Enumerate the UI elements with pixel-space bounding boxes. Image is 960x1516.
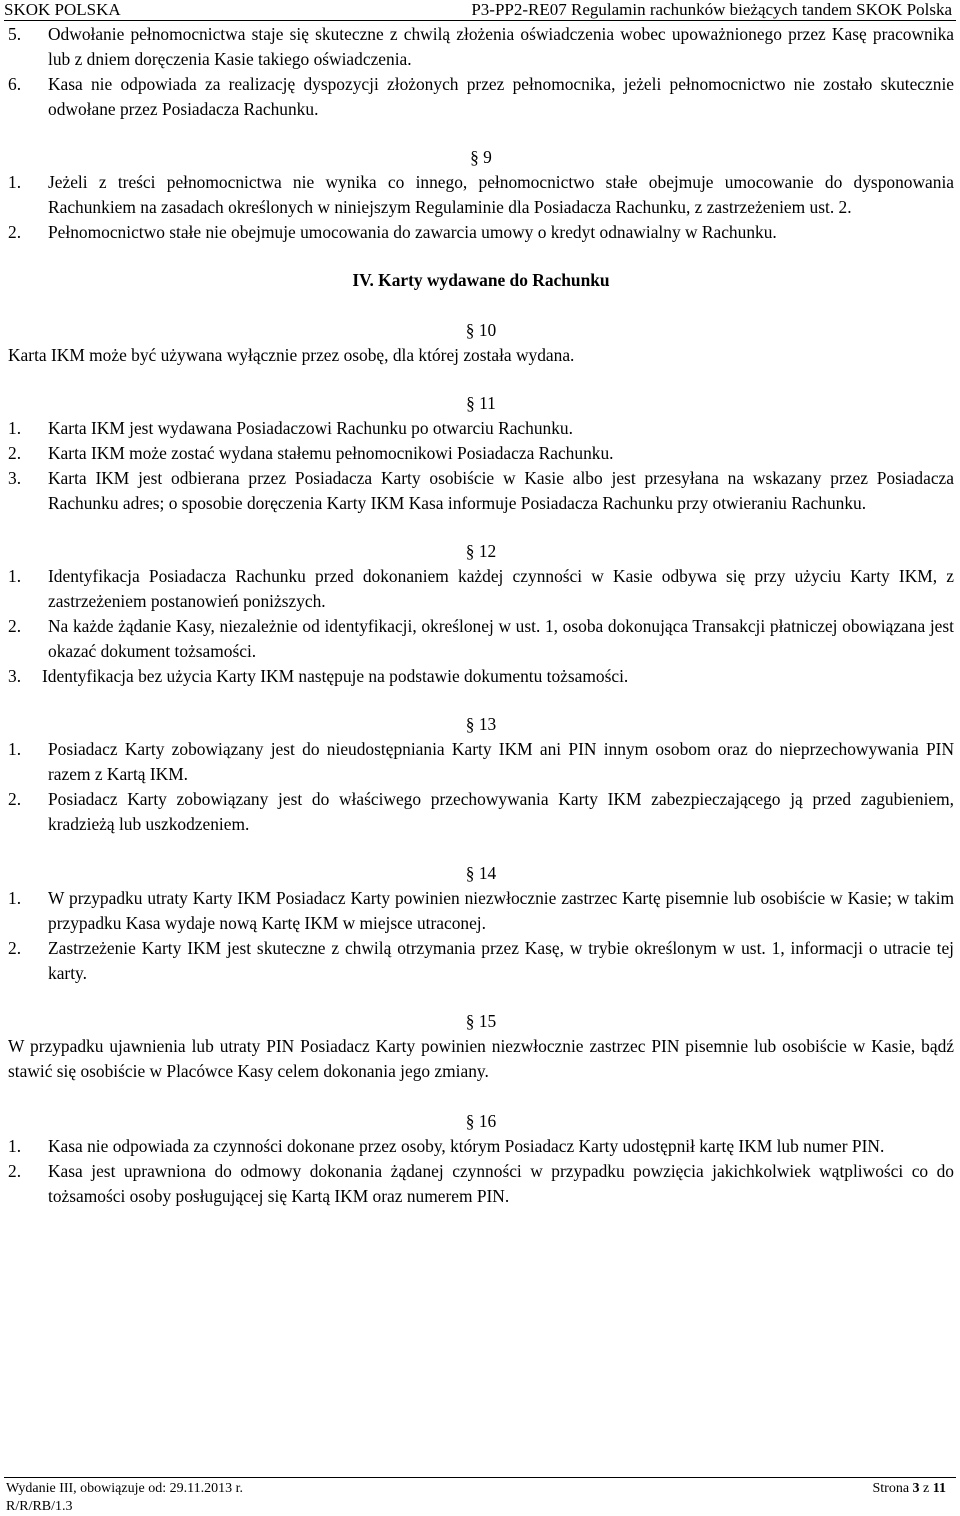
list-item: 1. W przypadku utraty Karty IKM Posiadacz Karty powinien niezwłocznie zastrzec Kartę pisemnie lub osobiście w Kasie; w takim przypadku Kasa wydaje nową Kartę IKM w miejsce utraconej. xyxy=(8,888,954,933)
section-p16 xyxy=(8,1109,954,1209)
section-p15 xyxy=(8,1009,954,1084)
paragraph-heading: § 14 xyxy=(465,863,497,883)
list-item: 2. Pełnomocnictwo stałe nie obejmuje umocowania do zawarcia umowy o kredyt odnawialny w Rachunku. xyxy=(8,222,777,242)
list-item: 2. Karta IKM może zostać wydana stałemu pełnomocnikowi Posiadacza Rachunku. xyxy=(8,443,614,463)
page-footer xyxy=(4,1477,956,1514)
list-item: 2. Zastrzeżenie Karty IKM jest skuteczne z chwilą otrzymania przez Kasę, w trybie określonym w ust. 1, informacji o utracie tej karty. xyxy=(8,938,954,983)
list-item: 3. Karta IKM jest odbierana przez Posiadacza Karty osobiście w Kasie albo jest przesyłana na wskazany przez Posiadacza Rachunku adres; o sposobie doręczenia Karty IKM Kasa informuje Posiadacza Rachunku przy otwieraniu Rachunku. xyxy=(8,468,954,513)
chapter-title: IV. Karty wydawane do Rachunku xyxy=(352,270,610,290)
list-item: 3. Identyfikacja bez użycia Karty IKM następuje na podstawie dokumentu tożsamości. xyxy=(8,666,629,686)
paragraph-heading: § 11 xyxy=(466,393,496,413)
list-item: 1. Karta IKM jest wydawana Posiadaczowi Rachunku po otwarciu Rachunku. xyxy=(8,418,573,438)
list-item: 6. Kasa nie odpowiada za realizację dyspozycji złożonych przez pełnomocnika, jeżeli pełnomocnictwo nie zostało skutecznie odwołane przez Posiadacza Rachunku. xyxy=(8,74,954,119)
paragraph-text: W przypadku ujawnienia lub utraty PIN Posiadacz Karty powinien niezwłocznie zastrzec PIN pisemnie lub osobiście w Kasie, bądź stawić się osobiście w Placówce Kasy celem dokonania jego zmiany. xyxy=(8,1036,954,1081)
section-p9 xyxy=(8,145,954,245)
list-item: 2. Posiadacz Karty zobowiązany jest do właściwego przechowywania Karty IKM zabezpieczającego ją przed zagubieniem, kradzieżą lub uszkodzeniem. xyxy=(8,789,954,834)
document-body xyxy=(8,20,954,1209)
footer-edition: Wydanie III, obowiązuje od: 29.11.2013 r. xyxy=(6,1481,243,1496)
footer-doc-code: R/R/RB/1.3 xyxy=(6,1499,73,1514)
header-doc-title: P3-PP2-RE07 Regulamin rachunków bieżących tandem SKOK Polska xyxy=(471,0,952,19)
list-item: 2. Kasa jest uprawniona do odmowy dokonania żądanej czynności w przypadku powzięcia jakichkolwiek wątpliwości co do tożsamości osoby posługującej się Kartą IKM oraz numerem PIN. xyxy=(8,1161,954,1206)
list-item: 1. Jeżeli z treści pełnomocnictwa nie wynika co innego, pełnomocnictwo stałe obejmuje umocowanie do dysponowania Rachunkiem na zasadach określonych w niniejszym Regulaminie dla Posiadacza Rachunku, z zastrzeżeniem ust. 2. xyxy=(8,172,954,217)
paragraph-heading: § 16 xyxy=(465,1111,497,1131)
list-item: 1. Posiadacz Karty zobowiązany jest do nieudostępniania Karty IKM ani PIN innym osobom oraz do nieprzechowywania PIN razem z Kartą IKM. xyxy=(8,739,954,784)
page-number: Strona 3 z 11 xyxy=(872,1481,946,1496)
list-item: 1. Identyfikacja Posiadacza Rachunku przed dokonaniem każdej czynności w Kasie odbywa się przy użyciu Karty IKM, z zastrzeżeniem postanowień poniższych. xyxy=(8,566,954,611)
header-org: SKOK POLSKA xyxy=(4,0,121,19)
list-item: 5. Odwołanie pełnomocnictwa staje się skuteczne z chwilą złożenia oświadczenia wobec upoważnionego przez Kasę pracownika lub z dniem doręczenia Kasie takiego oświadczenia. xyxy=(8,24,954,69)
paragraph-heading: § 10 xyxy=(465,320,497,340)
page-header xyxy=(4,0,956,21)
paragraph-heading: § 15 xyxy=(465,1011,497,1031)
paragraph-heading: § 13 xyxy=(465,714,497,734)
section-p11 xyxy=(8,391,954,516)
list-item: 2. Na każde żądanie Kasy, niezależnie od identyfikacji, określonej w ust. 1, osoba dokonująca Transakcji płatniczej obowiązana jest okazać dokument tożsamości. xyxy=(8,616,954,661)
section-p13 xyxy=(8,712,954,837)
list-item: 1. Kasa nie odpowiada za czynności dokonane przez osoby, którym Posiadacz Karty udostępnił kartę IKM lub numer PIN. xyxy=(8,1136,885,1156)
paragraph-text: Karta IKM może być używana wyłącznie przez osobę, dla której została wydana. xyxy=(8,345,575,365)
section-p12 xyxy=(8,539,954,689)
paragraph-heading: § 9 xyxy=(470,147,492,167)
paragraph-heading: § 12 xyxy=(465,541,497,561)
section-p14 xyxy=(8,861,954,986)
section-p10 xyxy=(8,318,954,368)
